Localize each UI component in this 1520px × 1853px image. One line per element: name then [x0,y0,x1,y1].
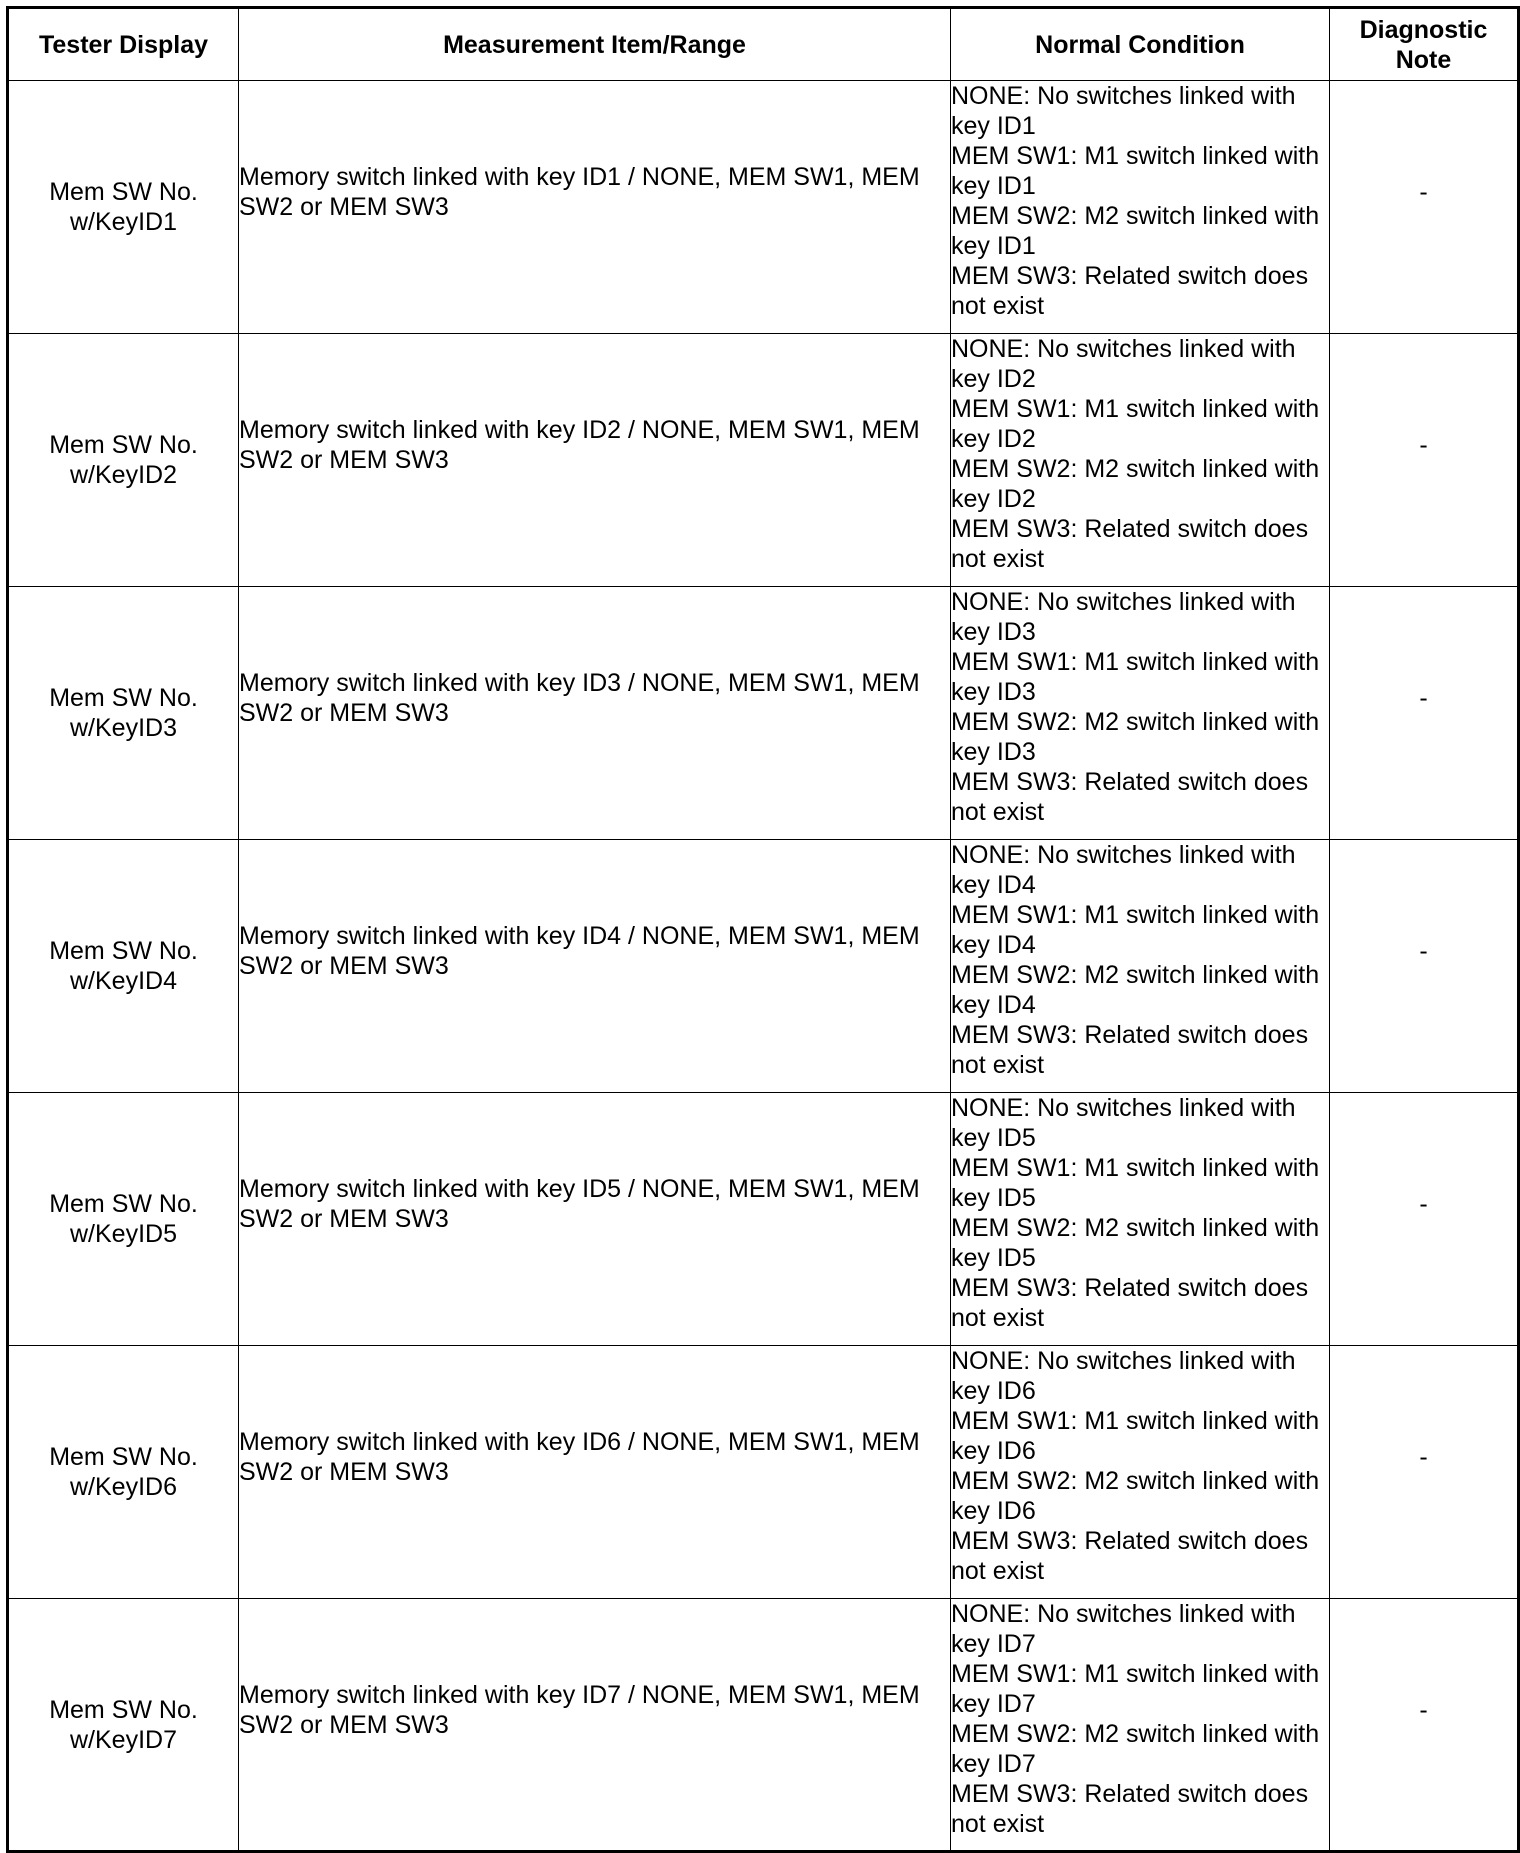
measurement-item-text: Memory switch linked with key ID6 / NONE, MEM SW1, MEM SW2 or MEM SW3 [239,1428,920,1486]
normal-condition-cell [951,334,1330,587]
normal-condition-item: MEM SW1: M1 switch linked with key ID6 [951,1407,1320,1465]
normal-condition-item: MEM SW2: M2 switch linked with key ID1 [951,202,1320,260]
header-row [8,8,1519,81]
normal-condition-cell [951,1093,1330,1346]
normal-condition-item: NONE: No switches linked with key ID6 [951,1347,1296,1405]
table-header [8,8,1519,81]
normal-condition-item: MEM SW2: M2 switch linked with key ID2 [951,455,1320,513]
measurement-item-text: Memory switch linked with key ID3 / NONE, MEM SW1, MEM SW2 or MEM SW3 [239,669,920,727]
tester-display-cell [8,334,239,587]
diagnostic-note-text: - [1419,431,1428,459]
normal-condition-item: MEM SW2: M2 switch linked with key ID3 [951,708,1320,766]
measurement-item-text: Memory switch linked with key ID2 / NONE, MEM SW1, MEM SW2 or MEM SW3 [239,416,920,474]
table-row [8,1346,1519,1599]
normal-condition-item: MEM SW1: M1 switch linked with key ID1 [951,142,1320,200]
tester-display-cell [8,81,239,334]
measurement-item-text: Memory switch linked with key ID7 / NONE, MEM SW1, MEM SW2 or MEM SW3 [239,1680,920,1739]
normal-condition-item: MEM SW3: Related switch does not exist [951,515,1309,573]
normal-condition-item: MEM SW2: M2 switch linked with key ID5 [951,1214,1320,1272]
normal-condition-item: MEM SW2: M2 switch linked with key ID6 [951,1467,1320,1525]
diagnostic-note-text: - [1419,1443,1428,1471]
measurement-item-cell [239,587,951,840]
tester-display-cell [8,1346,239,1599]
normal-condition-cell [951,1599,1330,1852]
tester-display-line: w/KeyID7 [70,1725,177,1754]
measurement-item-text: Memory switch linked with key ID5 / NONE, MEM SW1, MEM SW2 or MEM SW3 [239,1175,920,1233]
table-body [8,81,1519,1852]
tester-display-line: w/KeyID2 [70,461,177,489]
normal-condition-item: MEM SW2: M2 switch linked with key ID4 [951,961,1320,1019]
diagnostic-note-cell [1330,587,1519,840]
diagnostic-note-cell [1330,81,1519,334]
normal-condition-item: MEM SW3: Related switch does not exist [951,1527,1309,1585]
diagnostic-note-text: - [1419,937,1428,965]
header-measurement-item-range: Measurement Item/Range [239,8,951,81]
tester-display-line: Mem SW No. [49,1695,198,1724]
normal-condition-cell [951,81,1330,334]
tester-display-line: Mem SW No. [49,1443,198,1471]
normal-condition-item: MEM SW1: M1 switch linked with key ID4 [951,901,1320,959]
normal-condition-item: MEM SW2: M2 switch linked with key ID7 [951,1720,1320,1778]
normal-condition-item: NONE: No switches linked with key ID4 [951,841,1296,899]
diagnostic-note-text: - [1419,1695,1428,1724]
diagnostic-note-text: - [1419,1190,1428,1218]
tester-display-cell [8,587,239,840]
diagnostic-note-cell [1330,334,1519,587]
data-list-sheet [6,6,1520,1853]
tester-display-line: Mem SW No. [49,937,198,965]
diagnostic-note-cell [1330,1093,1519,1346]
normal-condition-cell [951,587,1330,840]
measurement-item-cell [239,81,951,334]
header-tester-display: Tester Display [8,8,239,81]
measurement-item-cell [239,334,951,587]
normal-condition-item: MEM SW3: Related switch does not exist [951,768,1309,826]
measurement-item-cell [239,1093,951,1346]
normal-condition-item: NONE: No switches linked with key ID7 [951,1600,1296,1658]
normal-condition-item: MEM SW3: Related switch does not exist [951,1780,1309,1838]
diagnostic-note-cell [1330,840,1519,1093]
measurement-item-text: Memory switch linked with key ID1 / NONE, MEM SW1, MEM SW2 or MEM SW3 [239,163,920,221]
tester-display-line: w/KeyID3 [70,714,177,742]
measurement-item-cell [239,1599,951,1852]
measurement-item-cell [239,1346,951,1599]
normal-condition-item: MEM SW1: M1 switch linked with key ID3 [951,648,1320,706]
tester-display-cell [8,1093,239,1346]
measurement-item-text: Memory switch linked with key ID4 / NONE, MEM SW1, MEM SW2 or MEM SW3 [239,922,920,980]
normal-condition-cell [951,840,1330,1093]
tester-display-cell [8,840,239,1093]
normal-condition-item: MEM SW3: Related switch does not exist [951,262,1309,320]
normal-condition-item: NONE: No switches linked with key ID2 [951,335,1296,393]
header-diagnostic-note-label: Diagnostic Note [1359,15,1488,74]
normal-condition-item: NONE: No switches linked with key ID1 [951,82,1296,140]
table-row [8,334,1519,587]
diagnostic-note-cell [1330,1599,1519,1852]
data-list-table [6,6,1520,1853]
table-row [8,587,1519,840]
diagnostic-note-text: - [1419,178,1428,206]
diagnostic-note-text: - [1419,684,1428,712]
header-normal-condition: Normal Condition [951,8,1330,81]
normal-condition-item: MEM SW1: M1 switch linked with key ID5 [951,1154,1320,1212]
normal-condition-cell [951,1346,1330,1599]
tester-display-line: Mem SW No. [49,684,198,712]
measurement-item-cell [239,840,951,1093]
tester-display-line: Mem SW No. [49,431,198,459]
table-row [8,1093,1519,1346]
normal-condition-item: MEM SW3: Related switch does not exist [951,1274,1309,1332]
header-diagnostic-note [1330,8,1519,81]
normal-condition-item: MEM SW3: Related switch does not exist [951,1021,1309,1079]
tester-display-line: Mem SW No. [49,178,198,206]
tester-display-line: Mem SW No. [49,1190,198,1218]
table-row [8,1599,1519,1852]
tester-display-cell [8,1599,239,1852]
normal-condition-item: NONE: No switches linked with key ID5 [951,1094,1296,1152]
normal-condition-item: NONE: No switches linked with key ID3 [951,588,1296,646]
tester-display-line: w/KeyID5 [70,1220,177,1248]
table-row [8,81,1519,334]
normal-condition-item: MEM SW1: M1 switch linked with key ID7 [951,1660,1320,1718]
normal-condition-item: MEM SW1: M1 switch linked with key ID2 [951,395,1320,453]
tester-display-line: w/KeyID1 [70,208,177,236]
tester-display-line: w/KeyID4 [70,967,177,995]
diagnostic-note-cell [1330,1346,1519,1599]
table-row [8,840,1519,1093]
tester-display-line: w/KeyID6 [70,1473,177,1501]
